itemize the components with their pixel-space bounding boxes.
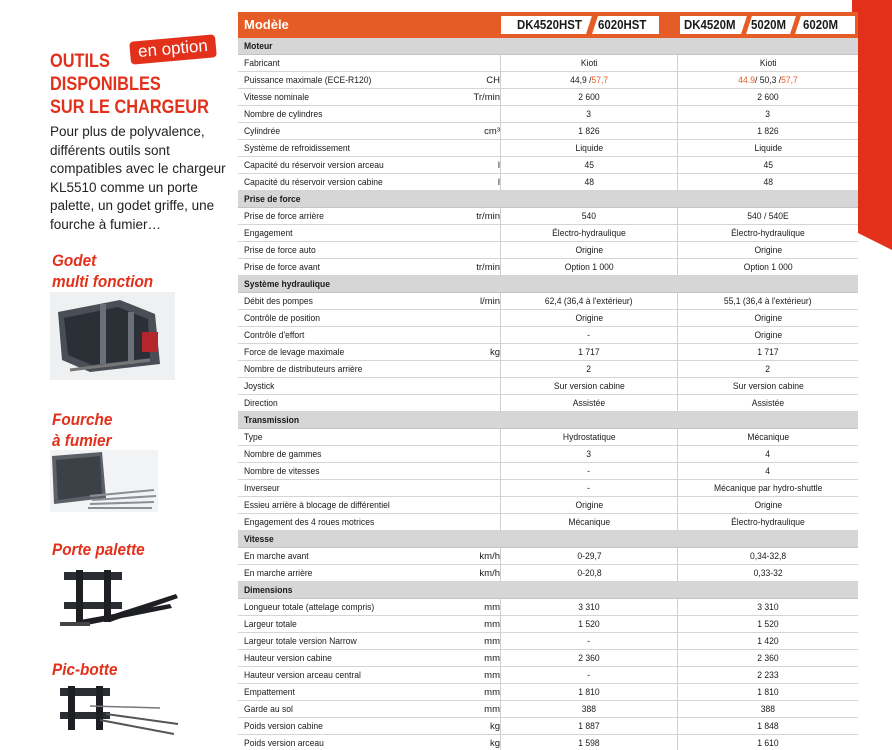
spec-value-model-a (500, 565, 677, 582)
spec-value-model-b (677, 89, 858, 106)
section-label: Système hydraulique (244, 279, 331, 290)
value-text: 0,33-32 (753, 568, 783, 579)
spec-value-model-a (500, 361, 677, 378)
value-text: 388 (581, 704, 597, 715)
spec-unit: kg (489, 347, 500, 358)
spec-unit: mm (484, 602, 500, 613)
spec-value-model-a (500, 225, 677, 242)
section-title (50, 50, 209, 119)
spec-value-model-a (500, 208, 677, 225)
table-body (238, 38, 858, 750)
model-column-b-header (679, 15, 856, 35)
spec-unit: CH (486, 75, 500, 86)
value-text: 4 (765, 466, 771, 477)
spec-value-model-a (500, 735, 677, 750)
spec-value-model-a (500, 429, 677, 446)
value-text: 1 810 (578, 687, 600, 698)
spec-value-model-a (500, 497, 677, 514)
value-text: 540 / 540E (747, 211, 789, 222)
spec-label: Débit des pompes (244, 296, 313, 307)
table-row (238, 514, 858, 531)
section-label: Moteur (244, 41, 273, 52)
spec-value-model-b (677, 667, 858, 684)
manure-fork-image (50, 450, 158, 512)
value-text: Électro-hydraulique (731, 517, 805, 528)
table-row (238, 684, 858, 701)
value-text: 1 420 (757, 636, 779, 647)
section-fill (677, 276, 858, 293)
value-text: Mécanique par hydro-shuttle (713, 483, 823, 494)
table-row (238, 55, 858, 72)
value-text: 55,1 (36,4 à l'extérieur) (724, 296, 812, 307)
value-text: 2 (765, 364, 771, 375)
table-row (238, 497, 858, 514)
spec-value-model-b (677, 446, 858, 463)
section-label: Vitesse (244, 534, 274, 545)
spec-value-model-b (677, 650, 858, 667)
value-text: 1 826 (578, 126, 600, 137)
spec-value-model-b (677, 616, 858, 633)
bale-spear-image (50, 684, 180, 750)
value-text: 1 610 (757, 738, 779, 749)
spec-value-model-a (500, 718, 677, 735)
spec-label: Garde au sol (244, 704, 293, 715)
spec-value-model-a (500, 395, 677, 412)
spec-label: Force de levage maximale (244, 347, 345, 358)
spec-value-model-a (500, 293, 677, 310)
spec-value-model-a (500, 242, 677, 259)
value-text: 2 600 (578, 92, 600, 103)
section-fill (500, 191, 677, 208)
grapple-bucket-image (50, 292, 175, 380)
spec-value-model-a (500, 684, 677, 701)
spec-label: Hauteur version arceau central (244, 670, 361, 681)
section-header-row (238, 191, 858, 208)
spec-unit: cm³ (484, 126, 500, 137)
spec-value-model-a (500, 140, 677, 157)
spec-unit: mm (484, 636, 500, 647)
spec-unit: l/min (479, 296, 500, 307)
spec-label: Cylindrée (244, 126, 281, 137)
table-row (238, 667, 858, 684)
value-text: 45 (584, 160, 594, 171)
table-row (238, 650, 858, 667)
table-row (238, 548, 858, 565)
spec-label: Vitesse nominale (244, 92, 309, 103)
value-text: Option 1 000 (743, 262, 793, 273)
section-fill (677, 38, 858, 55)
spec-value-model-a (500, 480, 677, 497)
value-text: Origine (754, 313, 782, 324)
value-text: 0-20,8 (576, 568, 602, 579)
value-text: Origine (754, 500, 782, 511)
section-fill (500, 582, 677, 599)
spec-label: Prise de force avant (244, 262, 321, 273)
table-row (238, 480, 858, 497)
model-header-label: Modèle (244, 17, 289, 32)
spec-value-model-a (500, 463, 677, 480)
spec-value-model-a (500, 157, 677, 174)
header-divider (790, 16, 801, 34)
highlight-value: 57,7 (781, 75, 798, 86)
spec-value-model-b (677, 378, 858, 395)
spec-unit: mm (484, 653, 500, 664)
value-text: 1 598 (578, 738, 600, 749)
spec-value-model-a (500, 667, 677, 684)
spec-label: Joystick (244, 381, 275, 392)
value-text: Origine (754, 245, 782, 256)
value-text: 1 887 (578, 721, 600, 732)
value-text: Hydrostatique (562, 432, 616, 443)
section-header-row (238, 38, 858, 55)
table-row (238, 225, 858, 242)
table-row (238, 395, 858, 412)
decorative-red-corner (852, 0, 892, 260)
spec-value-model-a (500, 310, 677, 327)
spec-value-model-a (500, 514, 677, 531)
spec-value-model-b (677, 72, 858, 89)
spec-label: Largeur totale (244, 619, 297, 630)
table-row (238, 72, 858, 89)
section-fill (677, 191, 858, 208)
value-text: 2 (586, 364, 592, 375)
spec-label: Prise de force auto (244, 245, 316, 256)
table-row (238, 599, 858, 616)
spec-value-model-b (677, 174, 858, 191)
table-row (238, 157, 858, 174)
tool-name-pic-botte: Pic-botte (52, 660, 118, 679)
spec-unit: mm (484, 704, 500, 715)
table-row (238, 106, 858, 123)
spec-value-model-b (677, 361, 858, 378)
table-row (238, 310, 858, 327)
value-text: 540 (581, 211, 597, 222)
spec-value-model-b (677, 242, 858, 259)
value-text: 388 (760, 704, 776, 715)
spec-label: Nombre de distributeurs arrière (244, 364, 363, 375)
value-text: 48 (584, 177, 594, 188)
spec-value-model-b (677, 718, 858, 735)
spec-value-model-b (677, 548, 858, 565)
value-text: / 50,3 / (754, 75, 782, 86)
spec-unit: tr/min (476, 211, 500, 222)
value-text: Assistée (751, 398, 785, 409)
spec-label: Nombre de cylindres (244, 109, 323, 120)
section-label: Prise de force (244, 194, 301, 205)
value-text: Kioti (580, 58, 598, 69)
section-fill (677, 582, 858, 599)
title-line: DISPONIBLES (50, 74, 161, 95)
table-row (238, 242, 858, 259)
spec-label: Nombre de gammes (244, 449, 322, 460)
section-label: Dimensions (244, 585, 293, 596)
spec-value-model-b (677, 310, 858, 327)
value-text: Origine (575, 313, 603, 324)
table-row (238, 327, 858, 344)
spec-value-model-a (500, 548, 677, 565)
spec-value-model-a (500, 599, 677, 616)
spec-value-model-a (500, 327, 677, 344)
spec-value-model-b (677, 684, 858, 701)
spec-unit: km/h (479, 551, 500, 562)
value-text: 2 360 (757, 653, 779, 664)
spec-value-model-b (677, 735, 858, 750)
spec-value-model-a (500, 701, 677, 718)
value-text: 3 (765, 109, 771, 120)
value-text: 1 810 (757, 687, 779, 698)
section-label: Transmission (244, 415, 300, 426)
value-text: Origine (754, 330, 782, 341)
table-row (238, 174, 858, 191)
model-name: 6020HST (598, 17, 647, 32)
spec-label: Direction (244, 398, 278, 409)
spec-label: Capacité du réservoir version arceau (244, 160, 384, 171)
model-name: 5020M (751, 17, 786, 32)
spec-value-model-b (677, 259, 858, 276)
spec-value-model-a (500, 89, 677, 106)
spec-value-model-b (677, 395, 858, 412)
value-text: 62,4 (36,4 à l'extérieur) (545, 296, 633, 307)
value-text: 1 520 (578, 619, 600, 630)
section-header-row (238, 412, 858, 429)
table-row (238, 259, 858, 276)
value-text: 3 (586, 449, 592, 460)
model-name: DK4520M (684, 17, 736, 32)
intro-text: Pour plus de polyvalence, différents outils sont compatibles avec le chargeur KL5510 comme un porte palette, un godet griffe, une fourche à fumier… (50, 124, 226, 232)
spec-label: Inverseur (244, 483, 280, 494)
value-text: 1 848 (757, 721, 779, 732)
value-text: 1 826 (757, 126, 779, 137)
value-text: - (587, 466, 591, 477)
section-fill (500, 38, 677, 55)
spec-unit: kg (489, 721, 500, 732)
table-row (238, 446, 858, 463)
table-row (238, 633, 858, 650)
spec-value-model-b (677, 565, 858, 582)
spec-value-model-a (500, 72, 677, 89)
tool-name-godet: Godet multi fonction (52, 251, 154, 291)
spec-table (238, 12, 858, 750)
table-row (238, 378, 858, 395)
model-name: DK4520HST (517, 17, 582, 32)
spec-value-model-b (677, 327, 858, 344)
value-text: Électro-hydraulique (731, 228, 805, 239)
spec-unit: mm (484, 670, 500, 681)
section-header-row (238, 582, 858, 599)
section-fill (500, 531, 677, 548)
value-text: 2 600 (757, 92, 779, 103)
spec-unit: Tr/min (473, 92, 500, 103)
spec-label: Capacité du réservoir version cabine (244, 177, 383, 188)
spec-label: Hauteur version cabine (244, 653, 332, 664)
tool-name-porte-palette: Porte palette (52, 540, 145, 559)
spec-value-model-b (677, 429, 858, 446)
highlight-value: 57,7 (591, 75, 609, 86)
spec-value-model-b (677, 293, 858, 310)
spec-value-model-b (677, 106, 858, 123)
spec-label: Poids version cabine (244, 721, 323, 732)
table-row (238, 429, 858, 446)
section-fill (677, 412, 858, 429)
spec-value-model-a (500, 123, 677, 140)
tool-name-fourche: Fourche à fumier (52, 410, 113, 450)
model-column-a-header (500, 15, 660, 35)
spec-value-model-a (500, 616, 677, 633)
value-text: - (587, 670, 591, 681)
value-text: 48 (763, 177, 773, 188)
spec-value-model-b (677, 701, 858, 718)
section-fill (500, 412, 677, 429)
table-row (238, 361, 858, 378)
table-row (238, 718, 858, 735)
spec-label: Engagement (244, 228, 293, 239)
spec-value-model-b (677, 157, 858, 174)
spec-value-model-a (500, 55, 677, 72)
value-text: 0-29,7 (576, 551, 602, 562)
spec-label: En marche arrière (244, 568, 313, 579)
spec-value-model-b (677, 599, 858, 616)
table-row (238, 208, 858, 225)
table-row (238, 344, 858, 361)
section-fill (500, 276, 677, 293)
value-text: Mécanique (747, 432, 789, 443)
value-text: 1 717 (757, 347, 779, 358)
value-text: 4 (765, 449, 771, 460)
option-badge: en option (129, 34, 217, 64)
spec-value-model-a (500, 344, 677, 361)
tools-sidebar (0, 0, 230, 750)
spec-value-model-b (677, 344, 858, 361)
value-text: 3 (586, 109, 592, 120)
value-text: 1 520 (757, 619, 779, 630)
value-text: 2 360 (578, 653, 600, 664)
spec-value-model-a (500, 633, 677, 650)
value-text: 1 717 (578, 347, 600, 358)
section-fill (677, 531, 858, 548)
value-text: - (587, 330, 591, 341)
spec-label: Longueur totale (attelage compris) (244, 602, 375, 613)
spec-unit: kg (489, 738, 500, 749)
spec-label: Prise de force arrière (244, 211, 324, 222)
spec-label: Fabricant (244, 58, 280, 69)
spec-unit: tr/min (476, 262, 500, 273)
table-row (238, 616, 858, 633)
value-text: Mécanique (568, 517, 610, 528)
table-row (238, 735, 858, 750)
title-line: OUTILS (50, 51, 110, 72)
value-text: 0,34-32,8 (749, 551, 787, 562)
table-header (238, 12, 858, 38)
value-text: Option 1 000 (564, 262, 614, 273)
table-row (238, 701, 858, 718)
spec-label: Empattement (244, 687, 295, 698)
spec-label: Essieu arrière à blocage de différentiel (244, 500, 390, 511)
spec-value-model-b (677, 633, 858, 650)
spec-value-model-b (677, 463, 858, 480)
title-line: SUR LE CHARGEUR (50, 97, 209, 118)
spec-value-model-a (500, 446, 677, 463)
section-header-row (238, 276, 858, 293)
model-name: 6020M (803, 17, 838, 32)
spec-value-model-a (500, 378, 677, 395)
value-text: Assistée (572, 398, 606, 409)
value-text: - (587, 636, 591, 647)
spec-value-model-b (677, 123, 858, 140)
value-text: 2 233 (757, 670, 779, 681)
value-text: Liquide (575, 143, 603, 154)
spec-unit: mm (484, 687, 500, 698)
spec-label: Système de refroidissement (244, 143, 350, 154)
section-header-row (238, 531, 858, 548)
spec-value-model-b (677, 140, 858, 157)
value-text: Sur version cabine (553, 381, 625, 392)
value-text: 3 310 (578, 602, 600, 613)
value-text: Électro-hydraulique (552, 228, 626, 239)
spec-value-model-a (500, 259, 677, 276)
table-row (238, 89, 858, 106)
value-text: Sur version cabine (732, 381, 804, 392)
spec-label: Type (244, 432, 263, 443)
pallet-fork-image (50, 564, 178, 634)
value-text: 44,9 / (569, 75, 592, 86)
spec-value-model-b (677, 514, 858, 531)
value-text: Liquide (754, 143, 782, 154)
spec-value-model-b (677, 208, 858, 225)
spec-label: Contrôle de position (244, 313, 321, 324)
value-text: 3 310 (757, 602, 779, 613)
spec-value-model-a (500, 106, 677, 123)
spec-value-model-b (677, 497, 858, 514)
header-divider (586, 16, 598, 34)
value-text: - (587, 483, 591, 494)
table-row (238, 123, 858, 140)
table-row (238, 565, 858, 582)
spec-unit: l (497, 160, 500, 171)
value-text: Origine (575, 245, 603, 256)
spec-value-model-b (677, 225, 858, 242)
value-text: 45 (763, 160, 773, 171)
spec-label: Nombre de vitesses (244, 466, 320, 477)
spec-value-model-a (500, 174, 677, 191)
value-text: Origine (575, 500, 603, 511)
spec-label: Engagement des 4 roues motrices (244, 517, 375, 528)
spec-label: En marche avant (244, 551, 309, 562)
spec-unit: mm (484, 619, 500, 630)
spec-label: Contrôle d'effort (244, 330, 305, 341)
table-row (238, 293, 858, 310)
spec-value-model-b (677, 55, 858, 72)
spec-value-model-a (500, 650, 677, 667)
spec-label: Largeur totale version Narrow (244, 636, 357, 647)
spec-label: Puissance maximale (ECE-R120) (244, 75, 372, 86)
spec-unit: km/h (479, 568, 500, 579)
spec-unit: l (497, 177, 500, 188)
highlight-value: 44.9 (738, 75, 755, 86)
value-text: Kioti (759, 58, 777, 69)
spec-value-model-b (677, 480, 858, 497)
table-row (238, 463, 858, 480)
table-row (238, 140, 858, 157)
spec-label: Poids version arceau (244, 738, 324, 749)
